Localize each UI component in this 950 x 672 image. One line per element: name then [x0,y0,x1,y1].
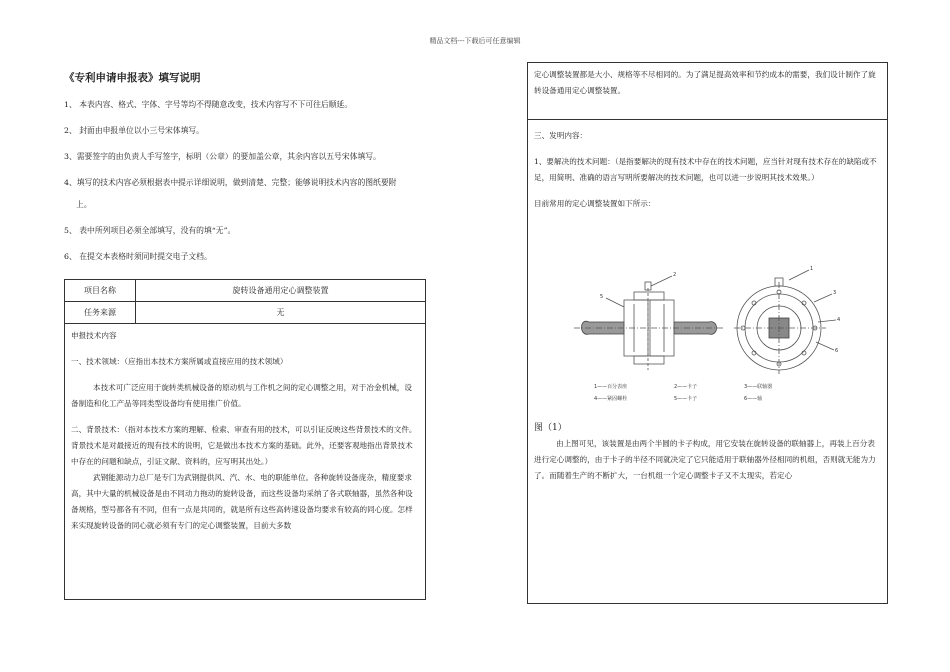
section-title: 申报技术内容 [71,331,117,340]
instruction-4: 4、填写的技术内容必须根据表中提示详细说明，做到清楚、完整；能够说明技术内容的图纸要附 [64,178,397,187]
invention-section [528,120,887,492]
form-row-project-name [65,280,425,302]
instruction-2: 2、 封面由申报单位以小三号宋体填写。 [64,126,204,135]
coupling-drawing [534,262,883,414]
form-value-task-source: 无 [276,308,285,317]
instructions-section [64,70,426,277]
form-label-project-name: 项目名称 [65,280,136,301]
instruction-3: 3、需要签字的由负责人手写签字，标明（公章）的要加盖公章，其余内容以五号宋体填写。 [64,152,381,161]
legend-4: 4——紧固螺栓 [594,396,628,402]
legend-6: 6——轴 [744,396,763,402]
page-header-note: 精品文档---下载后可任意编辑 [429,37,521,45]
instruction-1: 1、 本表内容、格式、字体、字号等均不得随意改变，技术内容写不下可往后顺延。 [64,100,353,109]
instruction-5: 5、 表中所列项目必须全部填写，没有的填“无”。 [64,226,236,235]
problem-text: 1、要解决的技术问题：（是指要解决的现有技术中存在的技术问题，应当针对现有技术存在的缺陷或不足，用简明、准确的语言写明所要解决的技术问题，也可以进一步说明其技术效果。） [534,157,877,182]
background-heading: 二、背景技术：（指对本技术方案的理解、检索、审查有用的技术，可以引证反映这些背景技术的文件。背景技术是对最接近的现有技术的说明，它是做出本技术方案的基础。此外，还要客观地指出背景技术中存在的问题和缺点，引证文献、资料的，应写明其出处。） [71,425,417,466]
application-form [64,279,426,600]
explanation-text: 由上图可见，该装置是由两个半圆的卡子构成，用它安装在旋转设备的联轴器上，再装上百分表进行定心调整的，由于卡子的半径不同就决定了它只能适用于联轴器外径相同的机组，否则就无能为力了。而随着生产的不断扩大，一台机组一个定心调整卡子又不太现实，若定心 [534,439,876,480]
form-label-task-source: 任务来源 [65,302,136,323]
legend-2: 2——卡子 [674,384,698,390]
figure-caption: 图（1） [534,423,567,433]
legend-3: 3——联轴器 [744,384,773,390]
legend-1: 1——百分表座 [594,384,628,390]
coupling-figure [534,262,881,414]
callout-1: 1 [810,266,814,272]
callout-2: 2 [673,272,677,278]
legend-5: 5——卡子 [674,396,698,402]
callout-5: 5 [600,294,604,300]
instruction-6: 6、 在提交本表格时须同时提交电子文档。 [64,252,212,261]
background-body: 武钢能源动力总厂是专门为武钢提供风、汽、水、电的职能单位。各种旋转设备庞杂，精度要求高，其中大量的机械设备是由不同动力拖动的旋转设备，而这些设备均采纳了各式联轴器，虽然各种设备规格，型号都各有不同，但有一点是共同的，就是所有这些高转速设备均要求有较高的同心度。怎样来实现旋转设备的同心就必须有专门的定心调整装置，目前大多数 [71,473,413,530]
form-value-project-name: 旋转设备通用定心调整装置 [232,286,329,295]
tech-field-heading: 一、技术领域：（应指出本技术方案所属或直接应用的技术领域） [71,357,288,366]
callout-6: 6 [835,348,839,354]
continued-text: 定心调整装置都是大小、规格等不尽相同的。为了满足提高效率和节约成本的需要，我们设计制作了旋转设备通用定心调整装置。 [534,70,876,95]
right-page-box [527,62,888,604]
form-row-task-source [65,302,425,324]
form-content [65,324,425,538]
tech-field-body: 本技术可广泛应用于旋转类机械设备的原动机与工作机之间的定心调整之用，对于冶金机械，设备制造和化工产品等同类型设备均有使用推广价值。 [71,383,412,408]
invention-heading: 三、发明内容： [534,131,588,140]
callout-3: 3 [833,290,837,296]
callout-4: 4 [837,317,841,323]
current-device-text: 目前常用的定心调整装置如下所示： [534,199,656,208]
continued-text-block [528,63,887,120]
document-title: 《专利申请申报表》填写说明 [64,72,201,84]
instruction-4-continued: 上。 [76,200,92,209]
